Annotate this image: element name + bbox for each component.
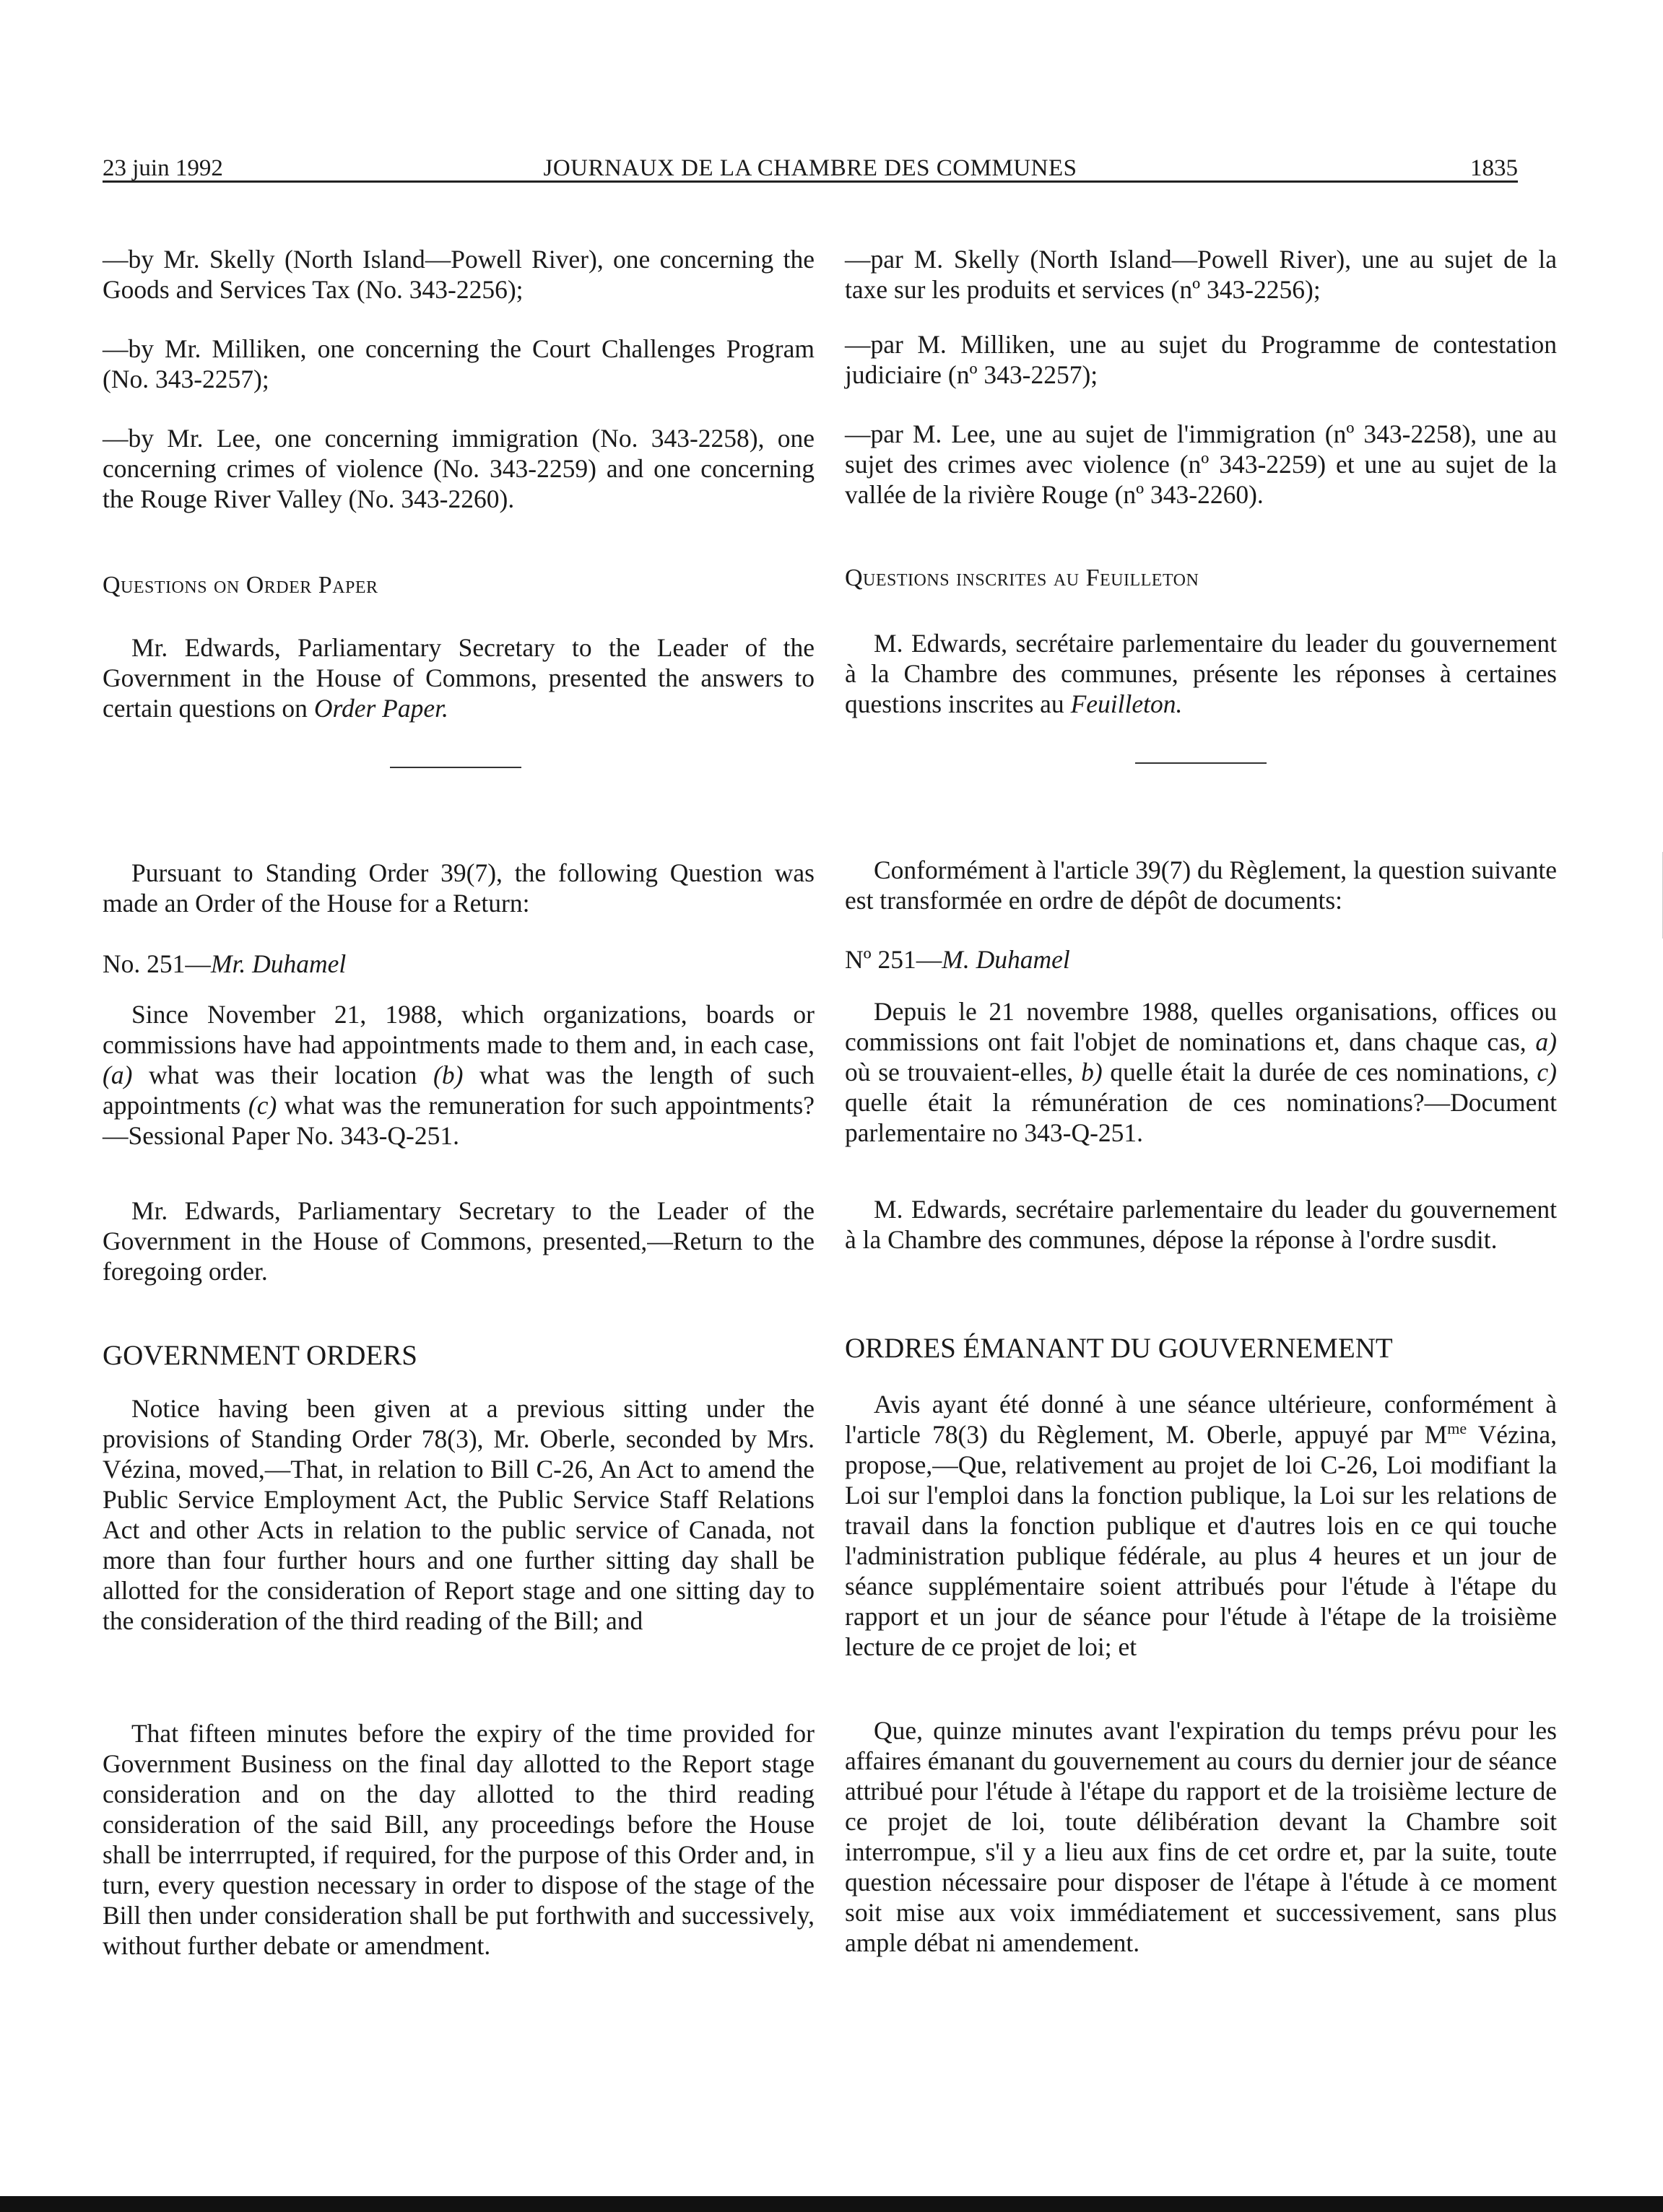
right-question-marker-a: a) <box>1535 1027 1557 1056</box>
right-heading-questions-feuilleton: Questions inscrites au Feuilleton <box>845 565 1199 591</box>
header-date: 23 juin 1992 <box>103 155 223 181</box>
left-petition-lee: —by Mr. Lee, one concerning immigration (No. 343-2258), one concerning crimes of violence (No. 343-2259) and one concerning the Rouge River Valley (No. 343-2260). <box>103 424 815 513</box>
left-question-marker-b: (b) <box>433 1061 464 1089</box>
left-petition-skelly: —by Mr. Skelly (North Island—Powell River), one concerning the Goods and Services Tax (No. 343-2256); <box>103 245 815 304</box>
right-question-text-d: quelle était la rémunération de ces nominations?—Document parlementaire no 343-Q-251. <box>845 1088 1557 1147</box>
right-motion-projet-c26-paragraph <box>845 1389 1557 1662</box>
right-quinze-minutes-paragraph: Que, quinze minutes avant l'expiration du temps prévu pour les affaires émanant du gouvernement au cours du dernier jour de séance attribué pour l'étude à l'étape du rapport et de la troisième lecture de ce projet de loi, toute délibération devant la Chambre soit interrompue, s'il y a lieu aux fins de cet ordre et, par la suite, toute question nécessaire pour disposer de l'étape à l'étude à ce moment soit mise aux voix immédiatement et successivement, sans plus ample débat ni amendement. <box>845 1716 1557 1957</box>
right-question-marker-c: c) <box>1537 1058 1557 1087</box>
right-feuilleton-italic: Feuilleton. <box>1070 689 1183 718</box>
left-question-marker-c: (c) <box>248 1091 277 1120</box>
left-question-member-name: Mr. Duhamel <box>210 949 347 978</box>
left-question-text-a: Since November 21, 1988, which organizations, boards or commissions have had appointments made to them and, in each case, <box>103 1000 815 1059</box>
right-question-text-a: Depuis le 21 novembre 1988, quelles organisations, offices ou commissions ont fait l'objet de nominations et, dans chaque cas, <box>845 997 1557 1056</box>
right-heading-ordres-gouvernement: ORDRES ÉMANANT DU GOUVERNEMENT <box>845 1333 1393 1364</box>
right-question-251-label <box>845 944 1557 975</box>
left-petition-milliken: —by Mr. Milliken, one concerning the Court Challenges Program (No. 343-2257); <box>103 334 815 393</box>
right-petition-milliken: —par M. Milliken, une au sujet du Programme de contestation judiciaire (nº 343-2257); <box>845 330 1557 389</box>
left-fifteen-minutes-paragraph: That fifteen minutes before the expiry of the time provided for Government Business on the final day allotted to the Report stage consideration and on the day allotted to the third reading consideration of the said Bill, any proceedings before the House shall be interrrupted, if required, for the purpose of this Order and, in turn, every question necessary in order to dispose of the stage of the Bill then under consideration shall be put forthwith and successively, without further debate or amendment. <box>103 1719 815 1960</box>
scan-bottom-border <box>0 2196 1663 2212</box>
left-question-marker-a: (a) <box>103 1061 133 1089</box>
left-questions-answers-text: Mr. Edwards, Parliamentary Secretary to the Leader of the Government in the House of Commons, presented the answers to certain questions on <box>103 633 815 723</box>
header-page-number: 1835 <box>1470 155 1518 181</box>
right-section-divider <box>1135 762 1267 764</box>
running-head <box>103 144 1518 183</box>
right-question-text-b: où se trouvaient-elles, <box>845 1058 1082 1087</box>
left-question-text-b: what was their location <box>132 1061 434 1089</box>
left-question-number: No. 251— <box>103 949 211 978</box>
left-question-251-text <box>103 999 815 1151</box>
right-petition-skelly: —par M. Skelly (North Island—Powell River), une au sujet de la taxe sur les produits et services (nº 343-2256); <box>845 245 1557 304</box>
right-question-marker-b: b) <box>1081 1058 1103 1087</box>
right-questions-answers-paragraph <box>845 628 1557 719</box>
right-question-251-text <box>845 996 1557 1148</box>
right-motion-text-a: Avis ayant été donné à une séance ultérieure, conformément à l'article 78(3) du Règlement, M. Oberle, appuyé par M <box>845 1390 1557 1449</box>
right-petition-lee: —par M. Lee, une au sujet de l'immigration (nº 343-2258), une au sujet des crimes avec violence (nº 343-2259) et une au sujet de la vallée de la rivière Rouge (nº 343-2260). <box>845 419 1557 509</box>
left-heading-questions-order-paper: Questions on Order Paper <box>103 572 378 598</box>
left-question-text-c: what was the length of such appointments <box>103 1061 815 1120</box>
left-questions-answers-paragraph <box>103 632 815 723</box>
left-motion-bill-c26-paragraph: Notice having been given at a previous sitting under the provisions of Standing Order 78(3), Mr. Oberle, seconded by Mrs. Vézina, moved,—That, in relation to Bill C-26, An Act to amend the Public Service Employment Act, the Public Service Staff Relations Act and other Acts in relation to the public service of Canada, not more than four further hours and one further sitting day shall be allotted for the consideration of Report stage and one sitting day to the consideration of the third reading of the Bill; and <box>103 1394 815 1635</box>
left-section-divider <box>390 767 521 768</box>
right-motion-text-b: Vézina, propose,—Que, relativement au projet de loi C-26, Loi modifiant la Loi sur l'emploi dans la fonction publique, la Loi sur les relations de travail dans la fonction publique et d'autres lois en ce qui touche l'administration publique fédérale, au plus 4 heures et un jour de séance supplémentaire soient attribués pour l'étude à l'étape du rapport et un jour de séance pour l'étude à l'étape de la troisième lecture de ce projet de loi; et <box>845 1420 1557 1661</box>
left-order-paper-italic: Order Paper. <box>313 694 448 723</box>
right-motion-mme-superscript: me <box>1447 1419 1467 1438</box>
header-journal-title: JOURNAUX DE LA CHAMBRE DES COMMUNES <box>543 155 1077 181</box>
left-standing-order-39-paragraph: Pursuant to Standing Order 39(7), the following Question was made an Order of the House for a Return: <box>103 858 815 918</box>
left-question-251-label <box>103 949 815 979</box>
left-heading-government-orders: GOVERNMENT ORDERS <box>103 1340 417 1371</box>
right-questions-answers-text: M. Edwards, secrétaire parlementaire du leader du gouvernement à la Chambre des communes, présente les réponses à certaines questions inscrites au <box>845 629 1557 718</box>
right-article-39-paragraph: Conformément à l'article 39(7) du Règlement, la question suivante est transformée en ordre de dépôt de documents: <box>845 855 1557 915</box>
right-question-member-name: M. Duhamel <box>942 945 1070 974</box>
right-question-text-c: quelle était la durée de ces nominations, <box>1102 1058 1537 1087</box>
left-return-presented-paragraph: Mr. Edwards, Parliamentary Secretary to the Leader of the Government in the House of Commons, presented,—Return to the foregoing order. <box>103 1196 815 1286</box>
left-question-text-d: what was the remuneration for such appointments?—Sessional Paper No. 343-Q-251. <box>103 1091 815 1150</box>
right-return-presented-paragraph: M. Edwards, secrétaire parlementaire du leader du gouvernement à la Chambre des communes, dépose la réponse à l'ordre susdit. <box>845 1195 1557 1254</box>
right-question-number: Nº 251— <box>845 945 942 974</box>
